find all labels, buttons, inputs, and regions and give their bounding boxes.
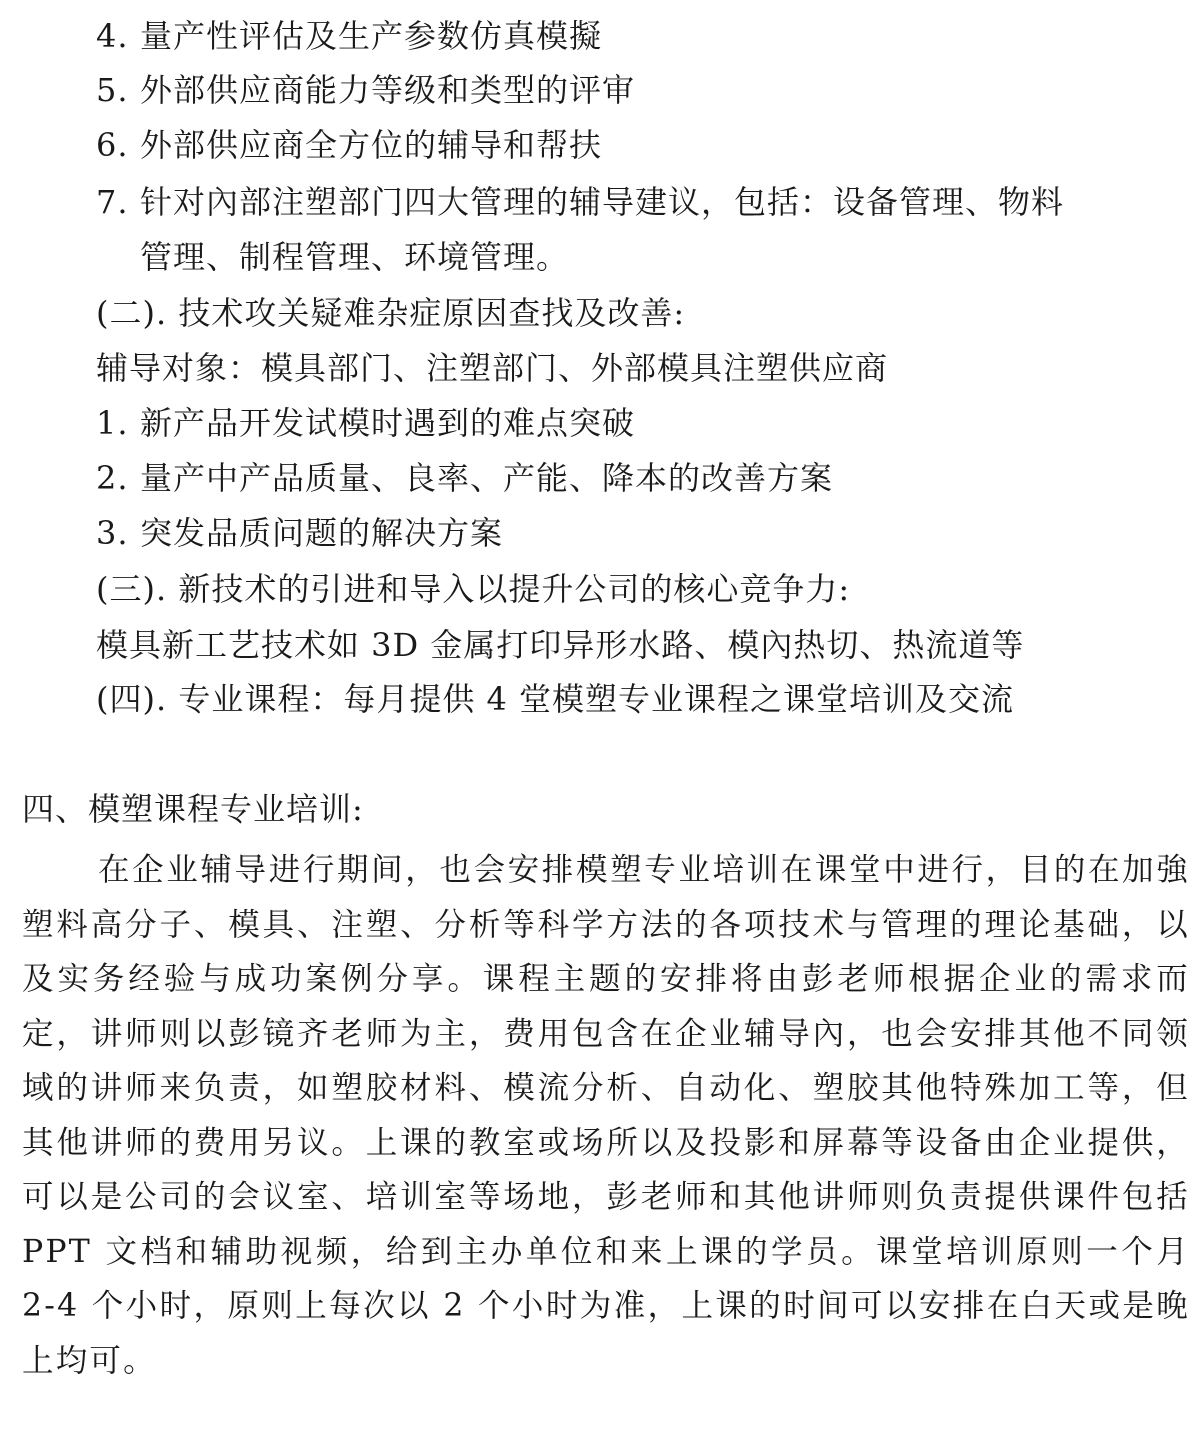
section-2-item-3 <box>96 513 503 553</box>
list-text: 外部供应商全方位的辅导和帮扶 <box>140 126 603 164</box>
list-text: 量产中产品质量、良率、产能、降本的改善方案 <box>140 459 834 497</box>
section-4-heading: (四). 专业课程：每月提供 4 堂模塑专业课程之课堂培训及交流 <box>96 680 1015 718</box>
chapter-4-title: 四、模塑课程专业培训: <box>22 790 364 828</box>
list-number: 7. <box>96 183 129 221</box>
list-number: 6. <box>96 126 129 164</box>
section-2-heading: (二). 技术攻关疑难杂症原因查找及改善: <box>96 294 686 332</box>
list-item-5 <box>96 70 635 110</box>
list-text: 针对內部注塑部门四大管理的辅导建议，包括：设备管理、物料 <box>140 183 1065 221</box>
list-text: 突发品质问题的解决方案 <box>140 514 504 552</box>
chapter-4-paragraph: 在企业辅导进行期间，也会安排模塑专业培训在课堂中进行，目的在加強塑料高分子、模具、注塑、分析等科学方法的各项技术与管理的理论基础，以及实务经验与成功案例分享。课程主题的安排将由彭老师根据企业的需求而定，讲师则以彭镜齐老师为主，费用包含在企业辅导內，也会安排其他不同领域的讲师来负责，如塑胶材料、模流分析、自动化、塑胶其他特殊加工等，但其他讲师的费用另议。上课的教室或场所以及投影和屏幕等设备由企业提供，可以是公司的会议室、培训室等场地，彭老师和其他讲师则负责提供课件包括 PPT 文档和辅助视频，给到主办单位和来上课的学员。课堂培训原则一个月 2-4 个小时，原则上每次以 2 个小时为准，上课的时间可以安排在白天或是晚上均可。 <box>22 852 1190 1379</box>
list-text: 量产性评估及生产参数仿真模擬 <box>140 17 603 55</box>
section-3-heading: (三). 新技术的引进和导入以提升公司的核心竞争力: <box>96 570 851 608</box>
list-item-7-continuation: 管理、制程管理、环境管理。 <box>140 238 570 276</box>
list-text: 新产品开发试模时遇到的难点突破 <box>140 404 636 442</box>
list-number: 3. <box>96 514 129 552</box>
section-2-item-2 <box>96 458 833 498</box>
list-text: 外部供应商能力等级和类型的评审 <box>140 71 636 109</box>
list-item-6 <box>96 125 602 165</box>
list-number: 5. <box>96 71 129 109</box>
list-item-4 <box>96 16 602 56</box>
list-number: 4. <box>96 17 129 55</box>
list-number: 2. <box>96 459 129 497</box>
list-number: 1. <box>96 404 129 442</box>
section-3-body: 模具新工艺技术如 3D 金属打印异形水路、模內热切、热流道等 <box>96 626 1025 664</box>
section-2-target: 辅导对象：模具部门、注塑部门、外部模具注塑供应商 <box>96 349 889 387</box>
list-item-7 <box>96 182 1064 222</box>
section-2-item-1 <box>96 403 635 443</box>
